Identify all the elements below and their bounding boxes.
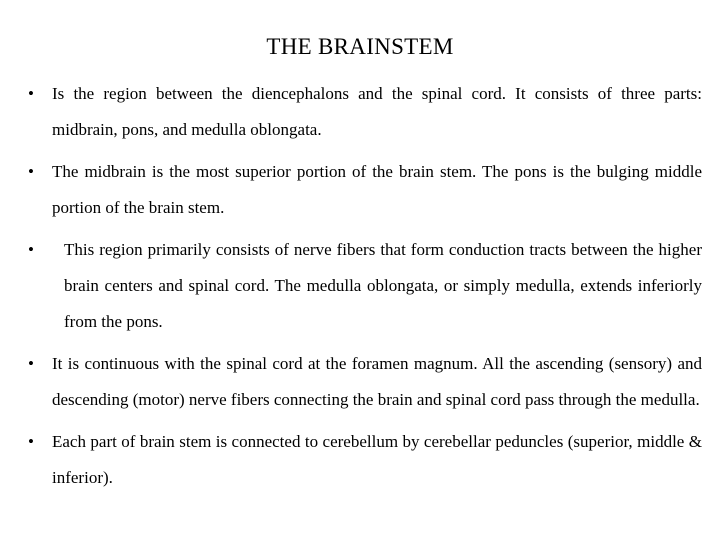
bullet-icon: • xyxy=(28,84,34,103)
bullet-item xyxy=(28,154,702,226)
bullet-icon: • xyxy=(28,432,34,451)
bullet-icon: • xyxy=(28,240,34,259)
bullet-item xyxy=(28,232,702,340)
bullet-icon: • xyxy=(28,354,34,373)
slide-title: THE BRAINSTEM xyxy=(266,34,454,59)
bullet-text: The midbrain is the most superior portion of the brain stem. The pons is the bulging middle portion of the brain stem. xyxy=(52,162,702,217)
bullet-item xyxy=(28,424,702,496)
bullet-text: This region primarily consists of nerve fibers that form conduction tracts between the higher brain centers and spinal cord. The medulla oblongata, or simply medulla, extends inferiorly from the pons. xyxy=(64,240,702,331)
bullet-text: Each part of brain stem is connected to cerebellum by cerebellar peduncles (superior, middle & inferior). xyxy=(52,432,702,487)
bullet-text: It is continuous with the spinal cord at the foramen magnum. All the ascending (sensory) and descending (motor) nerve fibers connecting the brain and spinal cord pass through the medulla. xyxy=(52,354,702,409)
bullet-text: Is the region between the diencephalons and the spinal cord. It consists of three parts: midbrain, pons, and medulla oblongata. xyxy=(52,84,702,139)
bullet-item xyxy=(28,76,702,148)
bullet-item xyxy=(28,346,702,418)
bullet-icon: • xyxy=(28,162,34,181)
bullet-list xyxy=(28,76,702,502)
